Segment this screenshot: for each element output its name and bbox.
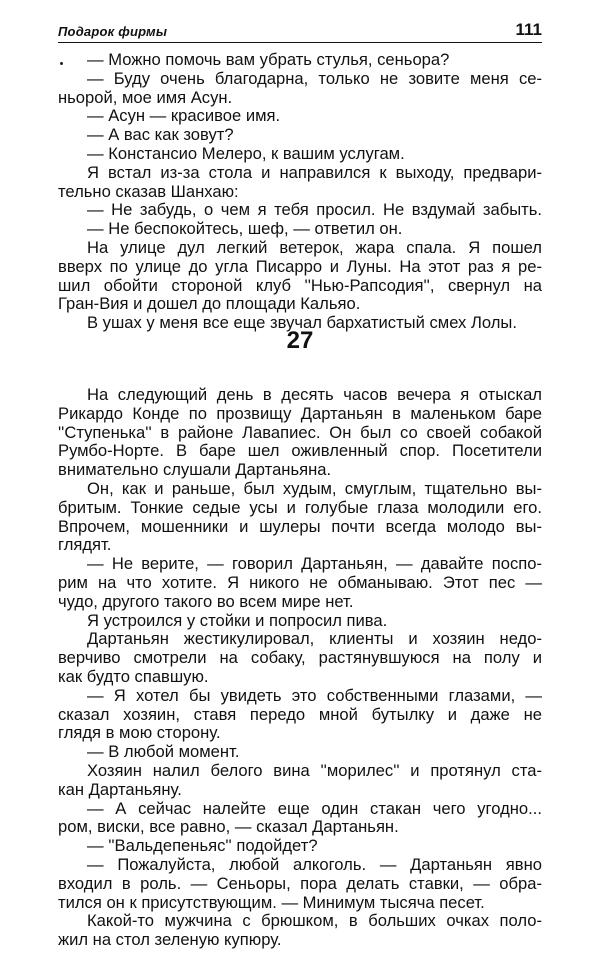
text-line: Дартаньян жестикулировал, клиенты и хозяин недо- <box>87 629 542 649</box>
text-line: — Я хотел бы увидеть это собственными глазами, — <box>87 685 542 705</box>
text-line: тельно сказав Шанхаю: <box>58 181 239 201</box>
book-title: Подарок фирмы <box>58 24 168 39</box>
text-line: — Констансио Мелеро, к вашим услугам. <box>87 143 405 163</box>
page-number: 111 <box>515 20 542 39</box>
text-line: верчиво смотрели на собаку, растянувшуюся на полу и <box>58 648 542 668</box>
text-line: — Не верите, — говорил Дартаньян, — давайте поспо- <box>87 554 542 574</box>
text-line: жил на стол зеленую купюру. <box>58 930 282 950</box>
text-line: Хозяин налил белого вина ''морилес'' и протянул ста- <box>87 760 542 780</box>
text-line: — Не беспокойтесь, шеф, — ответил он. <box>87 219 403 239</box>
text-line: вверх по улице до угла Писарро и Луны. На этот раз я ре- <box>58 256 542 276</box>
text-line: Рикардо Конде по прозвищу Дартаньян в маленьком баре <box>58 403 542 423</box>
text-line: — Пожалуйста, любой алкоголь. — Дартаньян явно <box>87 854 542 874</box>
text-line: рим на что хотите. Я никого не обманываю. Этот пес — <box>58 572 542 592</box>
running-header <box>58 20 542 42</box>
text-line: внимательно слушали Дартаньяна. <box>58 460 332 480</box>
text-line: Я устроился у стойки и попросил пива. <box>87 610 388 630</box>
text-line: сказал хозяин, ставя передо мной бутылку и даже не <box>58 704 542 724</box>
text-line: — А вас как зовут? <box>87 125 234 145</box>
text-line: ''Ступенька'' в районе Лавапиес. Он был со своей собакой <box>58 422 542 442</box>
chapter-number: 27 <box>286 327 314 354</box>
text-line: тился он к присутствующим. — Минимум тысяча песет. <box>58 892 485 912</box>
text-line: — В любой момент. <box>87 742 240 762</box>
text-line: как будто спавшую. <box>58 666 209 686</box>
text-line: — ''Вальдепеньяс'' подойдет? <box>87 836 318 856</box>
text-line: шил обойти стороной клуб ''Нью-Рапсодия'', свернул на <box>58 275 542 295</box>
text-line: кан Дартаньяну. <box>58 779 182 799</box>
text-line: глядя в мою сторону. <box>58 723 221 743</box>
text-line: На следующий день в десять часов вечера я отыскал <box>87 385 542 404</box>
text-line: Румбо-Норте. В баре шел оживленный спор. Посетители <box>58 441 542 461</box>
text-line: чудо, другого такого во всем мире нет. <box>58 591 354 611</box>
text-before-chapter <box>58 51 542 333</box>
text-line: Какой-то мужчина с брюшком, в больших очках поло- <box>87 911 542 931</box>
text-line: входил в роль. — Сеньоры, пора делать ставки, — обра- <box>58 873 542 893</box>
text-line: — Буду очень благодарна, только не зовите меня се- <box>87 68 542 88</box>
text-line: бритым. Тонкие седые усы и голубые глаза молодили его. <box>58 497 542 517</box>
header-rule <box>58 42 542 43</box>
text-line: ром, виски, все равно, — сказал Дартаньян. <box>58 817 399 837</box>
text-line: Я встал из-за стола и направился к выходу, предвари- <box>87 162 542 182</box>
text-line: На улице дул легкий ветерок, жара спала. Я пошел <box>87 237 542 257</box>
text-line: Он, как и раньше, был худым, смуглым, тщательно вы- <box>87 478 542 498</box>
text-line: ньорой, мое имя Асун. <box>58 87 233 107</box>
text-line: глядят. <box>58 535 112 555</box>
text-line: — Не забудь, о чем я тебя просил. Не вздумай забыть. <box>87 200 542 220</box>
text-line: Впрочем, мошенники и шулеры почти всегда молодо вы- <box>58 516 542 536</box>
text-line: Гран-Вия и дошел до площади Кальяо. <box>58 294 361 314</box>
text-line: — Асун — красивое имя. <box>87 106 281 126</box>
text-line: В ушах у меня все еще звучал бархатистый смех Лолы. <box>87 313 517 333</box>
text-after-chapter <box>58 386 542 950</box>
text-line: — Можно помочь вам убрать стулья, сеньора? <box>87 50 450 69</box>
text-line: — А сейчас налейте еще один стакан чего угодно... <box>87 798 542 818</box>
